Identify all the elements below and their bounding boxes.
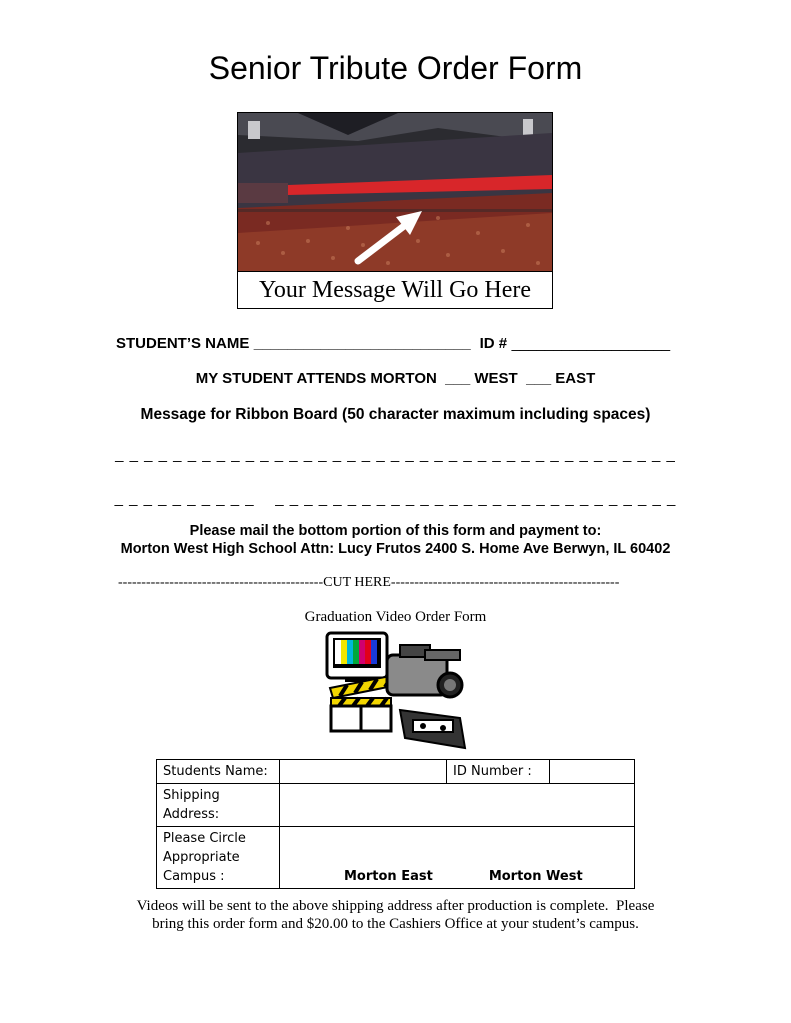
footer-line-2: bring this order form and $20.00 to the Cashiers Office at your student’s campus. xyxy=(152,916,639,932)
id-blank[interactable]: ___________________ xyxy=(511,335,671,352)
mail-address: Morton West High School Attn: Lucy Frutos 2400 S. Home Ave Berwyn, IL 60402 xyxy=(120,541,671,557)
mail-instruction: Please mail the bottom portion of this form and payment to: xyxy=(189,523,602,539)
students-name-field[interactable] xyxy=(280,760,447,784)
attend-label: MY STUDENT ATTENDS MORTON xyxy=(195,370,437,387)
ribbon-line-2[interactable]: _ _ _ _ _ _ _ _ _ _ _ _ _ _ _ _ _ _ _ _ _ _ _ _ _ _ _ _ _ _ _ _ _ _ _ _ _ _ xyxy=(114,490,677,507)
shipping-address-label xyxy=(157,784,280,827)
footer-line-1: Videos will be sent to the above shipping address after production is complete. Please xyxy=(136,898,655,914)
id-number-field[interactable] xyxy=(550,760,635,784)
id-number-label: ID Number : xyxy=(447,760,550,784)
shipping-label-line-1: Shipping xyxy=(163,788,220,803)
campus-east-option[interactable]: Morton East xyxy=(344,869,433,884)
campus-options xyxy=(280,827,635,889)
attend-line xyxy=(0,370,791,387)
campus-label-line-2: Appropriate xyxy=(163,850,240,865)
campus-label-line-3: Campus : xyxy=(163,869,225,884)
ribbon-instruction: Message for Ribbon Board (50 character maximum including spaces) xyxy=(140,406,651,423)
students-name-label: Students Name: xyxy=(157,760,280,784)
student-name-blank[interactable]: __________________________ xyxy=(253,335,471,352)
student-line xyxy=(116,335,676,353)
video-form-title: Graduation Video Order Form xyxy=(304,609,487,625)
shipping-label-line-2: Address: xyxy=(163,807,220,822)
ribbon-line-1[interactable]: _ _ _ _ _ _ _ _ _ _ _ _ _ _ _ _ _ _ _ _ _ _ _ _ _ _ _ _ _ _ _ _ _ _ _ _ _ _ _ xyxy=(115,446,676,463)
campus-label-line-1: Please Circle xyxy=(163,831,246,846)
student-name-label: STUDENT’S NAME xyxy=(116,335,250,352)
campus-west-option[interactable]: Morton West xyxy=(488,869,583,884)
west-option: WEST xyxy=(474,370,518,387)
arena-photo-image xyxy=(238,113,552,271)
photo-caption: Your Message Will Go Here xyxy=(238,271,552,309)
page-title: Senior Tribute Order Form xyxy=(208,50,583,86)
shipping-address-field[interactable] xyxy=(280,784,635,827)
video-camera-clipart-icon xyxy=(325,630,470,755)
video-order-table xyxy=(156,759,635,889)
west-blank[interactable]: ___ xyxy=(445,370,471,387)
cut-line: --------------------------------------------CUT HERE------------------------------------------------- xyxy=(118,575,620,590)
east-blank[interactable]: ___ xyxy=(526,370,552,387)
east-option: EAST xyxy=(555,370,596,387)
id-label: ID # xyxy=(479,335,508,352)
arena-photo xyxy=(237,112,553,309)
campus-label xyxy=(157,827,280,889)
